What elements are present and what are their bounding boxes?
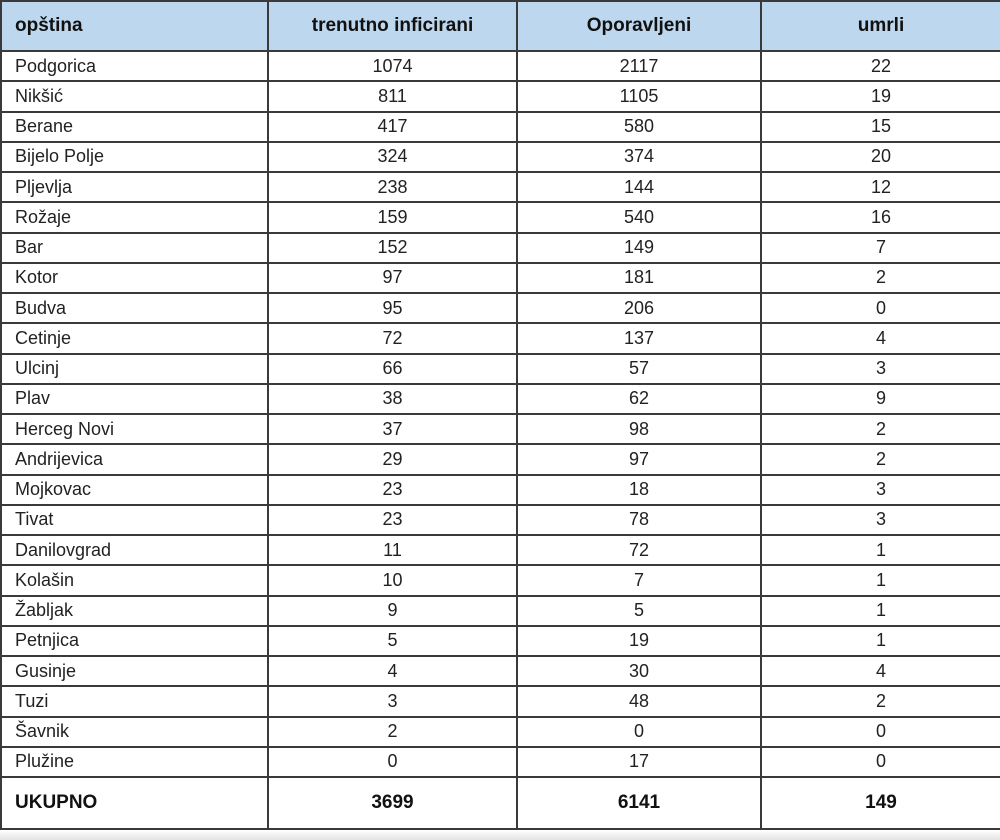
municipality-cell: Rožaje — [1, 202, 268, 232]
infected-cell: 1074 — [268, 51, 517, 81]
municipality-cell: Cetinje — [1, 323, 268, 353]
deaths-cell: 2 — [761, 414, 1000, 444]
infected-cell: 95 — [268, 293, 517, 323]
municipality-cell: Kolašin — [1, 565, 268, 595]
recovered-cell: 580 — [517, 112, 761, 142]
municipality-cell: Herceg Novi — [1, 414, 268, 444]
column-header-oporavljeni: Oporavljeni — [517, 1, 761, 51]
infected-cell: 324 — [268, 142, 517, 172]
table-row — [1, 354, 1000, 384]
table-row — [1, 686, 1000, 716]
recovered-cell: 30 — [517, 656, 761, 686]
deaths-cell: 1 — [761, 626, 1000, 656]
deaths-cell: 1 — [761, 535, 1000, 565]
municipality-cell: Mojkovac — [1, 475, 268, 505]
table-row — [1, 505, 1000, 535]
municipality-cell: Tivat — [1, 505, 268, 535]
municipality-cell: Plav — [1, 384, 268, 414]
deaths-cell: 3 — [761, 354, 1000, 384]
municipality-cell: Tuzi — [1, 686, 268, 716]
municipality-cell: Petnjica — [1, 626, 268, 656]
recovered-cell: 19 — [517, 626, 761, 656]
table-row — [1, 263, 1000, 293]
column-header-trenutno-inficirani: trenutno inficirani — [268, 1, 517, 51]
municipality-cell: Bijelo Polje — [1, 142, 268, 172]
deaths-cell: 3 — [761, 475, 1000, 505]
recovered-cell: 374 — [517, 142, 761, 172]
recovered-cell: 540 — [517, 202, 761, 232]
table-row — [1, 202, 1000, 232]
total-inficirani: 3699 — [268, 777, 517, 829]
table-row — [1, 384, 1000, 414]
recovered-cell: 181 — [517, 263, 761, 293]
table-footer — [1, 777, 1000, 829]
recovered-cell: 0 — [517, 717, 761, 747]
recovered-cell: 144 — [517, 172, 761, 202]
recovered-cell: 48 — [517, 686, 761, 716]
infected-cell: 4 — [268, 656, 517, 686]
table-row — [1, 414, 1000, 444]
infected-cell: 11 — [268, 535, 517, 565]
page-bottom-edge — [0, 830, 1000, 840]
deaths-cell: 20 — [761, 142, 1000, 172]
recovered-cell: 97 — [517, 444, 761, 474]
recovered-cell: 57 — [517, 354, 761, 384]
recovered-cell: 2117 — [517, 51, 761, 81]
municipality-cell: Nikšić — [1, 81, 268, 111]
deaths-cell: 3 — [761, 505, 1000, 535]
municipality-cell: Žabljak — [1, 596, 268, 626]
recovered-cell: 137 — [517, 323, 761, 353]
infected-cell: 97 — [268, 263, 517, 293]
infected-cell: 152 — [268, 233, 517, 263]
municipality-cell: Berane — [1, 112, 268, 142]
municipality-cell: Šavnik — [1, 717, 268, 747]
municipality-cell: Plužine — [1, 747, 268, 777]
deaths-cell: 0 — [761, 717, 1000, 747]
recovered-cell: 17 — [517, 747, 761, 777]
infected-cell: 3 — [268, 686, 517, 716]
municipality-cell: Budva — [1, 293, 268, 323]
infected-cell: 23 — [268, 475, 517, 505]
table-row — [1, 656, 1000, 686]
infected-cell: 10 — [268, 565, 517, 595]
column-header-umrli: umrli — [761, 1, 1000, 51]
table-row — [1, 626, 1000, 656]
table-row — [1, 717, 1000, 747]
recovered-cell: 1105 — [517, 81, 761, 111]
infected-cell: 5 — [268, 626, 517, 656]
recovered-cell: 149 — [517, 233, 761, 263]
recovered-cell: 18 — [517, 475, 761, 505]
deaths-cell: 0 — [761, 293, 1000, 323]
deaths-cell: 2 — [761, 686, 1000, 716]
total-umrli: 149 — [761, 777, 1000, 829]
municipality-cell: Ulcinj — [1, 354, 268, 384]
deaths-cell: 7 — [761, 233, 1000, 263]
deaths-cell: 12 — [761, 172, 1000, 202]
infected-cell: 37 — [268, 414, 517, 444]
table-row — [1, 475, 1000, 505]
municipality-cell: Kotor — [1, 263, 268, 293]
municipality-cell: Podgorica — [1, 51, 268, 81]
infected-cell: 417 — [268, 112, 517, 142]
recovered-cell: 7 — [517, 565, 761, 595]
deaths-cell: 4 — [761, 656, 1000, 686]
table-row — [1, 51, 1000, 81]
deaths-cell: 0 — [761, 747, 1000, 777]
table-row — [1, 233, 1000, 263]
table-row — [1, 596, 1000, 626]
infected-cell: 811 — [268, 81, 517, 111]
infected-cell: 9 — [268, 596, 517, 626]
total-oporavljeni: 6141 — [517, 777, 761, 829]
infected-cell: 23 — [268, 505, 517, 535]
deaths-cell: 1 — [761, 596, 1000, 626]
municipality-cell: Bar — [1, 233, 268, 263]
recovered-cell: 72 — [517, 535, 761, 565]
deaths-cell: 2 — [761, 444, 1000, 474]
infected-cell: 72 — [268, 323, 517, 353]
table-row — [1, 293, 1000, 323]
infected-cell: 29 — [268, 444, 517, 474]
deaths-cell: 19 — [761, 81, 1000, 111]
recovered-cell: 78 — [517, 505, 761, 535]
infected-cell: 2 — [268, 717, 517, 747]
table-row — [1, 81, 1000, 111]
recovered-cell: 98 — [517, 414, 761, 444]
table-row — [1, 444, 1000, 474]
column-header-opstina: opština — [1, 1, 268, 51]
infected-cell: 0 — [268, 747, 517, 777]
recovered-cell: 5 — [517, 596, 761, 626]
table-body — [1, 51, 1000, 777]
header-row — [1, 1, 1000, 51]
deaths-cell: 4 — [761, 323, 1000, 353]
deaths-cell: 22 — [761, 51, 1000, 81]
municipality-cell: Andrijevica — [1, 444, 268, 474]
deaths-cell: 2 — [761, 263, 1000, 293]
deaths-cell: 16 — [761, 202, 1000, 232]
recovered-cell: 206 — [517, 293, 761, 323]
table-row — [1, 747, 1000, 777]
table-header — [1, 1, 1000, 51]
municipality-cell: Gusinje — [1, 656, 268, 686]
deaths-cell: 15 — [761, 112, 1000, 142]
total-label: UKUPNO — [1, 777, 268, 829]
infected-cell: 66 — [268, 354, 517, 384]
table-row — [1, 565, 1000, 595]
deaths-cell: 1 — [761, 565, 1000, 595]
table-row — [1, 142, 1000, 172]
recovered-cell: 62 — [517, 384, 761, 414]
infected-cell: 159 — [268, 202, 517, 232]
table-row — [1, 535, 1000, 565]
infected-cell: 238 — [268, 172, 517, 202]
table-row — [1, 172, 1000, 202]
deaths-cell: 9 — [761, 384, 1000, 414]
infected-cell: 38 — [268, 384, 517, 414]
municipality-cell: Danilovgrad — [1, 535, 268, 565]
total-row — [1, 777, 1000, 829]
table-row — [1, 323, 1000, 353]
table-row — [1, 112, 1000, 142]
municipality-cell: Pljevlja — [1, 172, 268, 202]
